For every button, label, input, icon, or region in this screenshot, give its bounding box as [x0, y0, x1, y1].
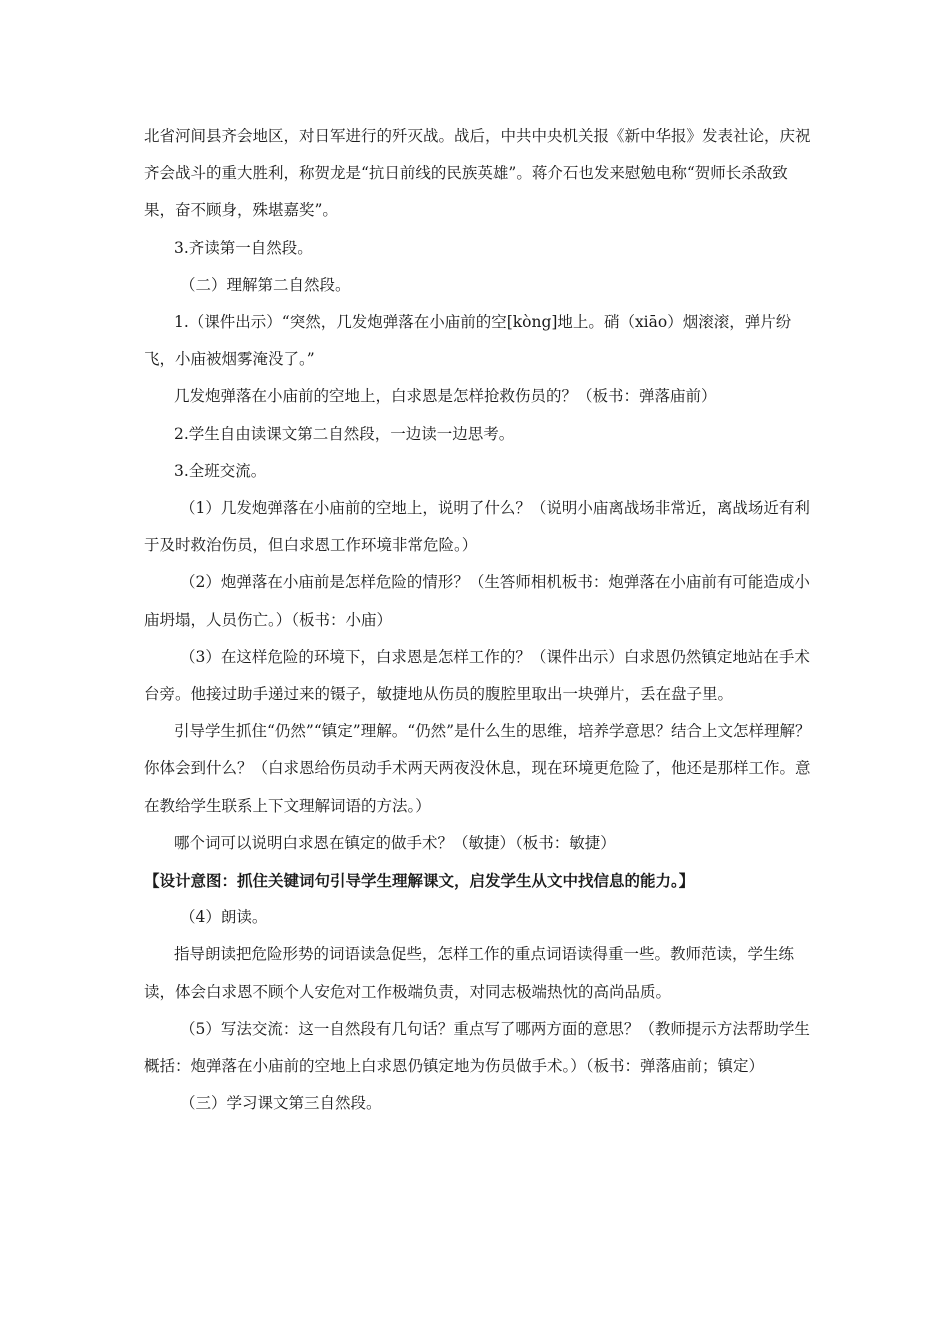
paragraph-question-rescue: 几发炮弹落在小庙前的空地上，白求恩是怎样抢救伤员的？（板书：弹落庙前） [174, 387, 717, 406]
paragraph-courseware-quote: 1.（课件出示）“突然，几发炮弹落在小庙前的空[kòng]地上。硝（xiāo）烟滚滚，弹片纷飞，小庙被烟雾淹没了。” [144, 313, 792, 369]
paragraph-discussion-5: （5）写法交流：这一自然段有几句话？重点写了哪两方面的意思？（教师提示方法帮助学生概括：炮弹落在小庙前的空地上白求恩仍镇定地为伤员做手术。）（板书：弹落庙前；镇定） [144, 1019, 810, 1076]
paragraph-continued-history: 北省河间县齐会地区，对日军进行的歼灭战。战后，中共中央机关报《新中华报》发表社论，庆祝齐会战斗的重大胜利，称贺龙是“抗日前线的民族英雄”。蒋介石也发来慰勉电称“贺师长杀敌致果，奋不顾身，殊堪嘉奖”。 [144, 127, 811, 220]
paragraph-free-reading: 2.学生自由读课文第二自然段，一边读一边思考。 [174, 424, 515, 443]
document-body [144, 118, 812, 1122]
paragraph-design-intent: 【设计意图：抓住关键词句引导学生理解课文，启发学生从文中找信息的能力。】 [144, 871, 695, 891]
paragraph-read-first-section: 3.齐读第一自然段。 [174, 238, 313, 257]
heading-understand-second-section: （二）理解第二自然段。 [180, 275, 351, 294]
paragraph-discussion-4: （4）朗读。 [180, 908, 268, 927]
paragraph-reading-guidance: 指导朗读把危险形势的词语读急促些，怎样工作的重点词语读得重一些。教师范读，学生练读，体会白求恩不顾个人安危对工作极端负责，对同志极端热忱的高尚品质。 [144, 945, 795, 1001]
paragraph-class-discussion: 3.全班交流。 [174, 461, 267, 480]
paragraph-guide-keywords: 引导学生抓住“仍然”“镇定”理解。“仍然”是什么生的思维，培养学意思？结合上文怎样理解？你体会到什么？（白求恩给伤员动手术两天两夜没休息，现在环境更危险了，他还是那样工作。意在教给学生联系上下文理解词语的方法。） [144, 722, 811, 815]
paragraph-discussion-2: （2）炮弹落在小庙前是怎样危险的情形？（生答师相机板书：炮弹落在小庙前有可能造成小庙坍塌，人员伤亡。）（板书：小庙） [144, 573, 810, 629]
heading-study-third-section: （三）学习课文第三自然段。 [180, 1094, 382, 1113]
paragraph-word-agile: 哪个词可以说明白求恩在镇定的做手术？（敏捷）（板书：敏捷） [174, 833, 616, 852]
paragraph-discussion-3: （3）在这样危险的环境下，白求恩是怎样工作的？（课件出示）白求恩仍然镇定地站在手术台旁。他接过助手递过来的镊子，敏捷地从伤员的腹腔里取出一块弹片，丢在盘子里。 [144, 647, 810, 704]
paragraph-discussion-1: （1）几发炮弹落在小庙前的空地上，说明了什么？（说明小庙离战场非常近，离战场近有利于及时救治伤员，但白求恩工作环境非常危险。） [144, 499, 810, 555]
